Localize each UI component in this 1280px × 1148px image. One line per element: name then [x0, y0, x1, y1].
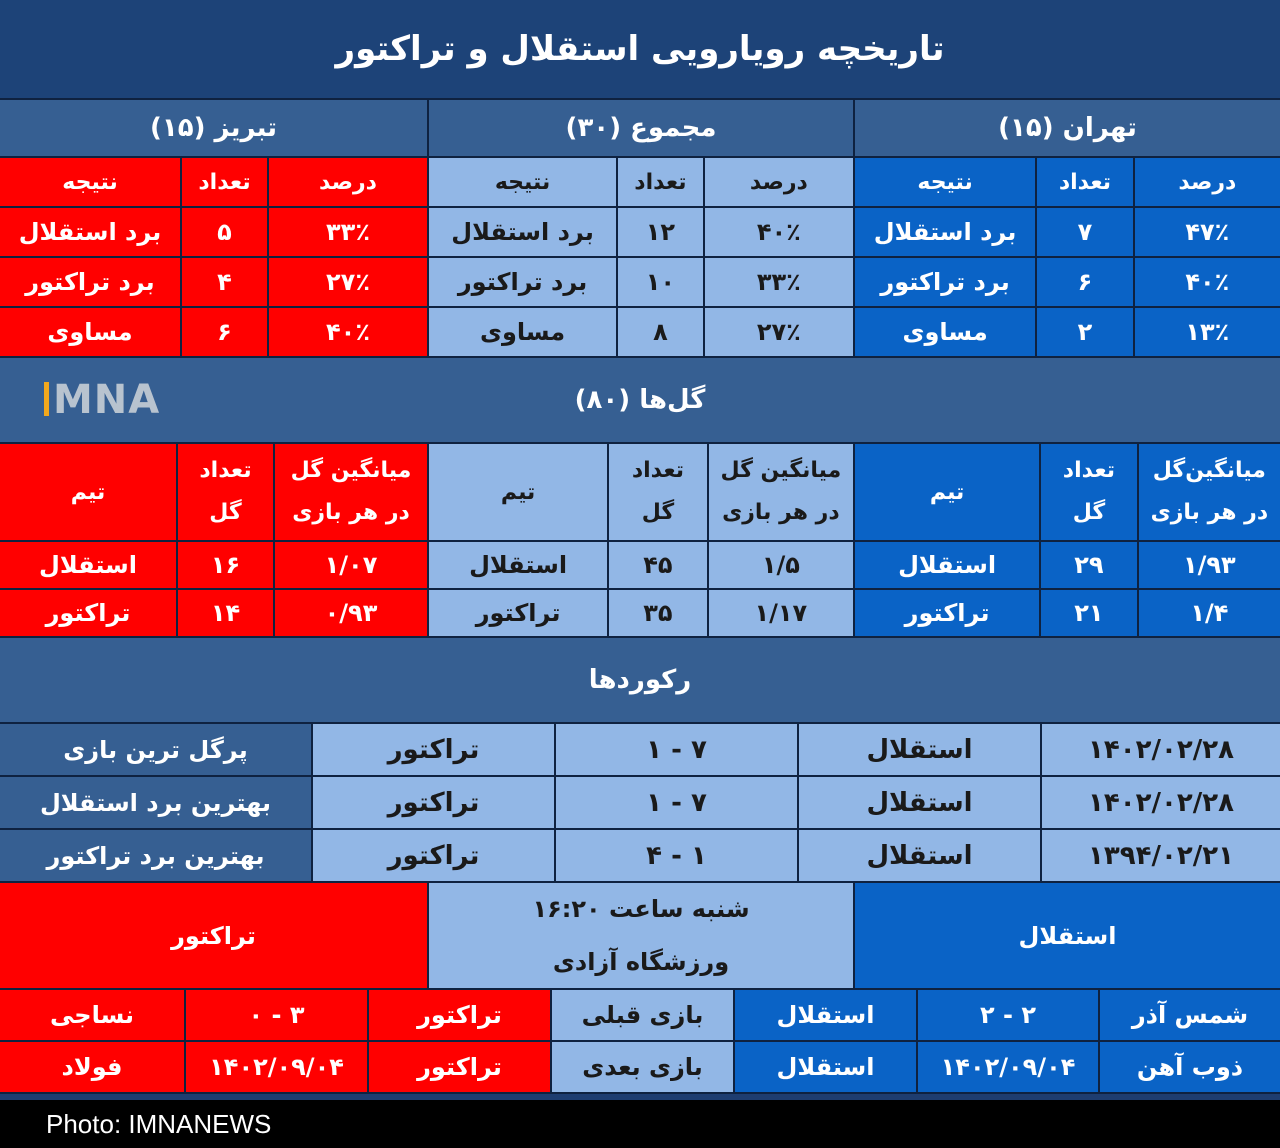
esteghlal-next-date: ۱۴۰۲/۰۹/۰۴	[916, 1042, 1098, 1092]
col-count: تعداد	[1035, 158, 1133, 206]
record-score: ۷ - ۱	[554, 724, 797, 775]
record-date: ۱۴۰۲/۰۲/۲۸	[1040, 724, 1280, 775]
col-count: تعداد	[180, 158, 267, 206]
result-cell: برد استقلال	[0, 208, 180, 256]
count-cell: ۲۹	[1039, 542, 1137, 588]
tractor-next-team: تراکتور	[367, 1042, 550, 1092]
count-cell: ۱۰	[616, 258, 703, 306]
percent-cell: ۴۷٪	[1133, 208, 1280, 256]
col-count-line2: گل	[209, 500, 242, 525]
avg-cell: ۱/۹۳	[1137, 542, 1280, 588]
team-cell: استقلال	[855, 542, 1039, 588]
tabriz-cells	[0, 258, 427, 306]
prev-game-row	[0, 990, 1280, 1042]
result-cell: مساوی	[429, 308, 616, 356]
avg-cell: ۱/۰۷	[273, 542, 427, 588]
esteghlal-next-team: استقلال	[733, 1042, 916, 1092]
record-home: استقلال	[797, 830, 1040, 881]
count-cell: ۴۵	[607, 542, 707, 588]
total-cells	[427, 258, 853, 306]
records-title: رکوردها	[588, 665, 692, 695]
total-cells	[427, 308, 853, 356]
team-cell: تراکتور	[429, 590, 607, 636]
total-goals-headers	[427, 444, 853, 540]
col-avg	[707, 444, 853, 540]
goals-row	[0, 542, 1280, 590]
team-cell: تراکتور	[0, 590, 176, 636]
col-percent: درصد	[267, 158, 427, 206]
esteghlal-prev-opponent: شمس آذر	[1098, 990, 1280, 1040]
total-goals-cells	[427, 542, 853, 588]
avg-cell: ۰/۹۳	[273, 590, 427, 636]
logo-text: MNA	[53, 377, 161, 423]
tehran-cells	[853, 258, 1280, 306]
goals-title: گل‌ها (۸۰)	[574, 385, 706, 415]
tabriz-header: تبریز (۱۵)	[0, 100, 427, 156]
results-row	[0, 258, 1280, 308]
goals-column-headers	[0, 444, 1280, 542]
tehran-col-headers	[853, 158, 1280, 206]
percent-cell: ۴۰٪	[267, 308, 427, 356]
count-cell: ۴	[180, 258, 267, 306]
tabriz-col-headers	[0, 158, 427, 206]
tractor-prev-score: ۳ - ۰	[184, 990, 367, 1040]
percent-cell: ۲۷٪	[267, 258, 427, 306]
col-result: نتیجه	[429, 158, 616, 206]
total-header: مجموع (۳۰)	[427, 100, 853, 156]
esteghlal-next-opponent: ذوب آهن	[1098, 1042, 1280, 1092]
tabriz-goals-cells	[0, 542, 427, 588]
percent-cell: ۴۰٪	[703, 208, 853, 256]
count-cell: ۶	[1035, 258, 1133, 306]
photo-credit: Photo: IMNANEWS	[0, 1100, 1280, 1148]
result-cell: مساوی	[855, 308, 1035, 356]
result-cell: برد تراکتور	[0, 258, 180, 306]
avg-cell: ۱/۱۷	[707, 590, 853, 636]
col-avg-line2: در هر بازی	[1150, 500, 1269, 525]
record-home: استقلال	[797, 724, 1040, 775]
match-info	[427, 883, 853, 988]
record-away: تراکتور	[311, 724, 554, 775]
tabriz-cells	[0, 308, 427, 356]
tabriz-cells	[0, 208, 427, 256]
tehran-goals-cells	[853, 590, 1280, 636]
col-team: تیم	[855, 444, 1039, 540]
imna-logo	[44, 377, 160, 423]
record-score: ۷ - ۱	[554, 777, 797, 828]
count-cell: ۱۲	[616, 208, 703, 256]
next-game-row	[0, 1042, 1280, 1094]
next-game-label: بازی بعدی	[550, 1042, 733, 1092]
tractor-next-opponent: فولاد	[0, 1042, 184, 1092]
total-col-headers	[427, 158, 853, 206]
logo-bar-icon	[44, 382, 49, 416]
record-label: پرگل ترین بازی	[0, 724, 311, 775]
avg-cell: ۱/۵	[707, 542, 853, 588]
tabriz-goals-headers	[0, 444, 427, 540]
count-cell: ۸	[616, 308, 703, 356]
col-percent: درصد	[1133, 158, 1280, 206]
count-cell: ۲۱	[1039, 590, 1137, 636]
result-cell: برد تراکتور	[855, 258, 1035, 306]
tehran-header: تهران (۱۵)	[853, 100, 1280, 156]
col-percent: درصد	[703, 158, 853, 206]
count-cell: ۵	[180, 208, 267, 256]
col-count	[607, 444, 707, 540]
total-goals-cells	[427, 590, 853, 636]
goals-header	[0, 358, 1280, 444]
count-cell: ۱۶	[176, 542, 273, 588]
tractor-prev-team: تراکتور	[367, 990, 550, 1040]
col-count-line1: تعداد	[199, 458, 252, 484]
col-count: تعداد	[616, 158, 703, 206]
record-date: ۱۳۹۴/۰۲/۲۱	[1040, 830, 1280, 881]
percent-cell: ۳۳٪	[703, 258, 853, 306]
record-score: ۱ - ۴	[554, 830, 797, 881]
count-cell: ۷	[1035, 208, 1133, 256]
col-result: نتیجه	[855, 158, 1035, 206]
match-row	[0, 883, 1280, 990]
tractor-prev-opponent: نساجی	[0, 990, 184, 1040]
results-row	[0, 208, 1280, 258]
record-row	[0, 724, 1280, 777]
team-cell: تراکتور	[855, 590, 1039, 636]
percent-cell: ۱۳٪	[1133, 308, 1280, 356]
result-cell: برد تراکتور	[429, 258, 616, 306]
result-cell: مساوی	[0, 308, 180, 356]
result-cell: برد استقلال	[429, 208, 616, 256]
tehran-goals-headers	[853, 444, 1280, 540]
percent-cell: ۲۷٪	[703, 308, 853, 356]
col-count-line1: تعداد	[631, 458, 685, 484]
result-cell: برد استقلال	[855, 208, 1035, 256]
tabriz-goals-cells	[0, 590, 427, 636]
record-away: تراکتور	[311, 830, 554, 881]
col-avg	[273, 444, 427, 540]
col-avg	[1137, 444, 1280, 540]
match-home: استقلال	[853, 883, 1280, 988]
total-cells	[427, 208, 853, 256]
results-section-headers	[0, 100, 1280, 158]
col-avg-line1: میانگین گل	[720, 458, 842, 484]
record-date: ۱۴۰۲/۰۲/۲۸	[1040, 777, 1280, 828]
count-cell: ۱۴	[176, 590, 273, 636]
tehran-cells	[853, 208, 1280, 256]
esteghlal-prev-score: ۲ - ۲	[916, 990, 1098, 1040]
col-avg-line1: میانگین گل	[290, 458, 412, 484]
record-row	[0, 777, 1280, 830]
col-avg-line2: در هر بازی	[292, 500, 410, 525]
col-avg-line1: میانگین‌گل	[1152, 458, 1266, 484]
tehran-cells	[853, 308, 1280, 356]
records-header	[0, 638, 1280, 724]
match-time: شنبه ساعت ۱۶:۲۰	[532, 894, 750, 923]
tractor-next-date: ۱۴۰۲/۰۹/۰۴	[184, 1042, 367, 1092]
team-cell: استقلال	[429, 542, 607, 588]
col-count-line2: گل	[641, 500, 675, 525]
record-away: تراکتور	[311, 777, 554, 828]
col-team: تیم	[429, 444, 607, 540]
col-count	[176, 444, 273, 540]
record-label: بهترین برد تراکتور	[0, 830, 311, 881]
count-cell: ۲	[1035, 308, 1133, 356]
esteghlal-prev-team: استقلال	[733, 990, 916, 1040]
percent-cell: ۴۰٪	[1133, 258, 1280, 306]
results-row	[0, 308, 1280, 358]
col-count-line1: تعداد	[1062, 458, 1116, 484]
page-title: تاریخچه رویارویی استقلال و تراکتور	[0, 0, 1280, 100]
goals-row	[0, 590, 1280, 638]
avg-cell: ۱/۴	[1137, 590, 1280, 636]
record-label: بهترین برد استقلال	[0, 777, 311, 828]
col-avg-line2: در هر بازی	[722, 500, 840, 525]
prev-game-label: بازی قبلی	[550, 990, 733, 1040]
col-count-line2: گل	[1072, 500, 1106, 525]
team-cell: استقلال	[0, 542, 176, 588]
percent-cell: ۳۳٪	[267, 208, 427, 256]
count-cell: ۳۵	[607, 590, 707, 636]
record-row	[0, 830, 1280, 883]
tehran-goals-cells	[853, 542, 1280, 588]
col-count	[1039, 444, 1137, 540]
count-cell: ۶	[180, 308, 267, 356]
match-venue: ورزشگاه آزادی	[552, 947, 730, 976]
match-away: تراکتور	[0, 883, 427, 988]
results-column-headers	[0, 158, 1280, 208]
record-home: استقلال	[797, 777, 1040, 828]
col-result: نتیجه	[0, 158, 180, 206]
col-team: تیم	[0, 444, 176, 540]
